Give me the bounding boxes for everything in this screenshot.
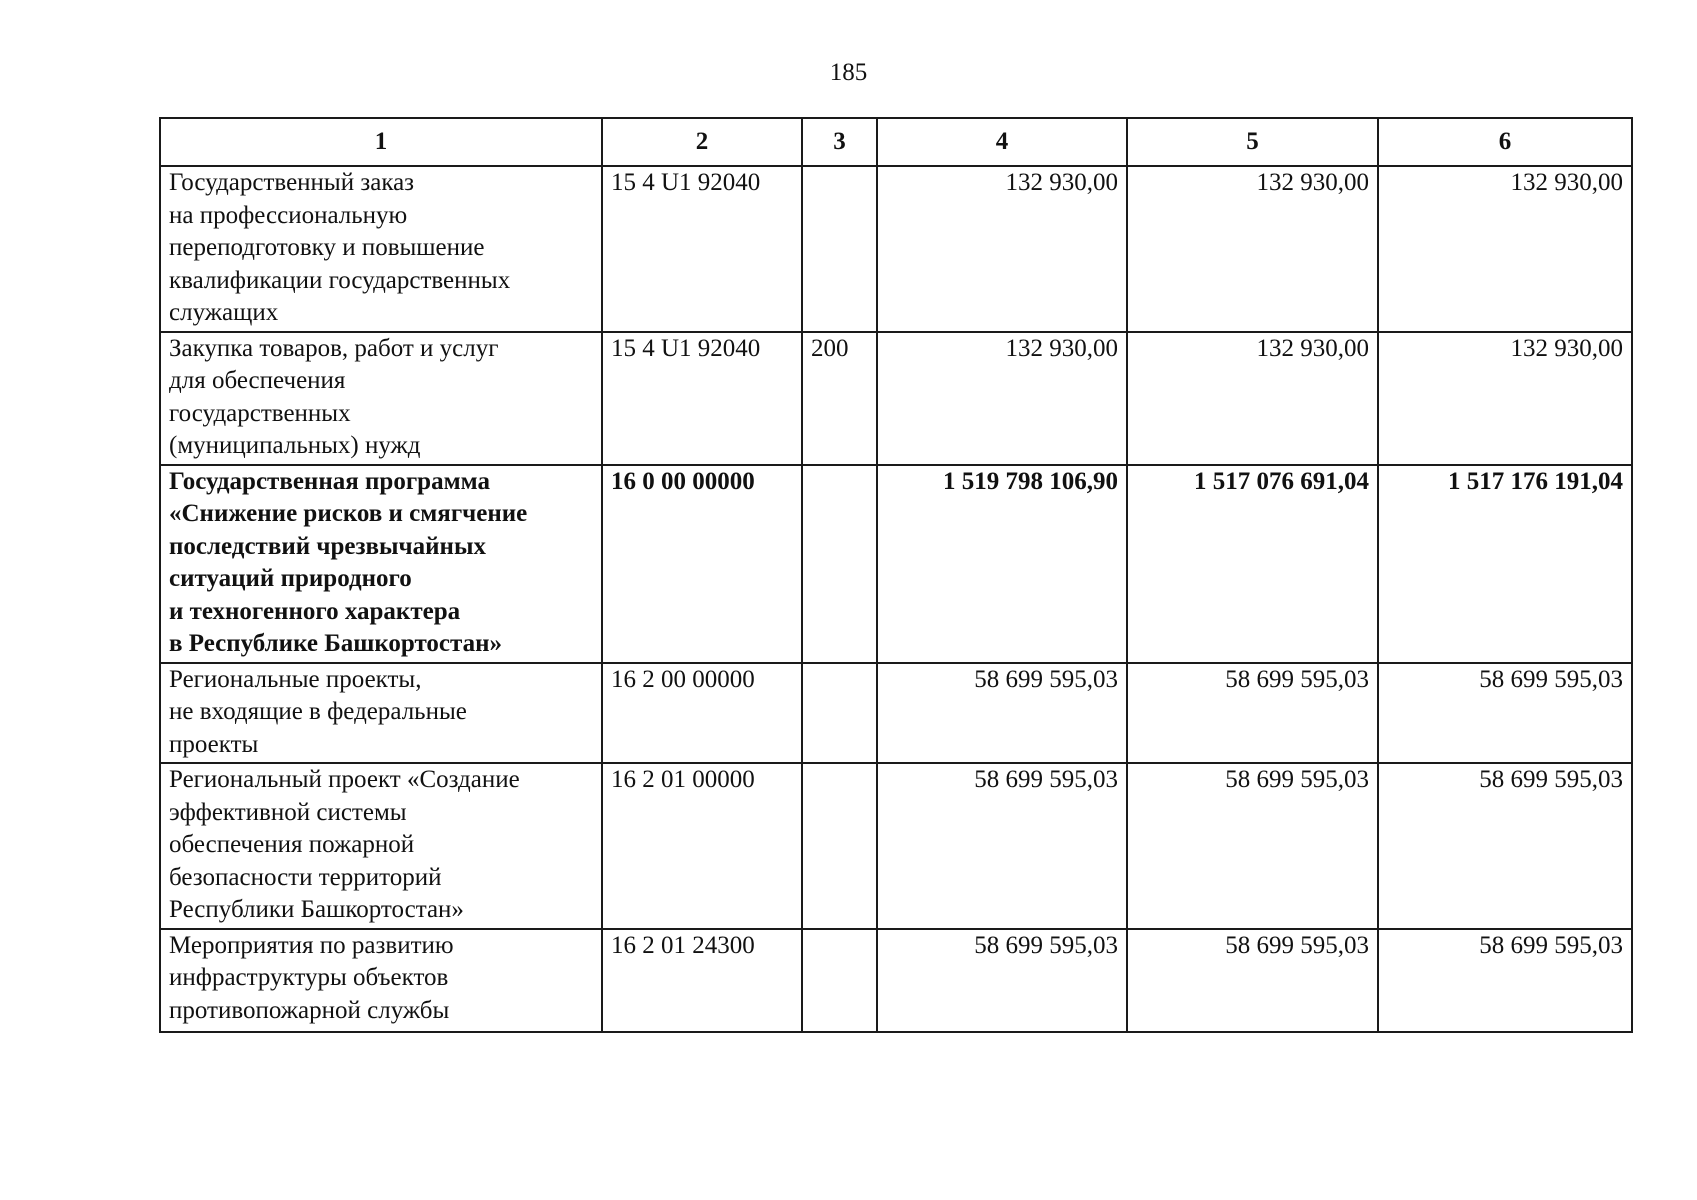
row-amount-col5: 58 699 595,03	[1127, 929, 1378, 1032]
row-amount-col6: 132 930,00	[1378, 166, 1632, 332]
row-name: Государственный заказ на профессиональную переподготовку и повышение квалификации государственных служащих	[169, 169, 511, 326]
column-header-5: 5	[1127, 118, 1378, 166]
row-name: Мероприятия по развитию инфраструктуры объектов противопожарной службы	[169, 931, 454, 1024]
row-amount-col6: 1 517 176 191,04	[1378, 465, 1632, 663]
row-vr-cell	[802, 663, 877, 764]
row-amount-col5: 1 517 076 691,04	[1127, 465, 1378, 663]
column-header-2: 2	[602, 118, 802, 166]
row-amount-col4: 58 699 595,03	[877, 763, 1127, 929]
page-number: 185	[829, 59, 868, 86]
row-amount-col4: 58 699 595,03	[877, 929, 1127, 1032]
row-amount-col5: 58 699 595,03	[1127, 763, 1378, 929]
table-row	[160, 929, 1632, 1032]
column-header-4: 4	[877, 118, 1127, 166]
row-code-cell: 16 0 00 00000	[602, 465, 802, 663]
row-amount-col5: 132 930,00	[1127, 332, 1378, 465]
row-name: Региональный проект «Создание эффективной системы обеспечения пожарной безопасности территорий Республики Башкортостан»	[169, 766, 520, 923]
row-vr-cell	[802, 763, 877, 929]
header-row	[160, 118, 1632, 166]
budget-table	[159, 117, 1633, 1033]
row-amount-col5: 132 930,00	[1127, 166, 1378, 332]
row-amount-col5: 58 699 595,03	[1127, 663, 1378, 764]
row-vr-cell	[802, 166, 877, 332]
row-name-cell	[160, 763, 602, 929]
row-name-cell	[160, 663, 602, 764]
row-amount-col6: 58 699 595,03	[1378, 929, 1632, 1032]
table-header	[160, 118, 1632, 166]
row-code-cell: 15 4 U1 92040	[602, 332, 802, 465]
row-vr-cell	[802, 465, 877, 663]
row-name-cell	[160, 465, 602, 663]
row-name-cell	[160, 166, 602, 332]
row-amount-col6: 132 930,00	[1378, 332, 1632, 465]
row-name: Закупка товаров, работ и услуг для обеспечения государственных (муниципальных) нужд	[169, 334, 499, 459]
table-row	[160, 332, 1632, 465]
row-amount-col4: 58 699 595,03	[877, 663, 1127, 764]
row-amount-col4: 132 930,00	[877, 332, 1127, 465]
table-row	[160, 465, 1632, 663]
row-amount-col6: 58 699 595,03	[1378, 763, 1632, 929]
row-code-cell: 15 4 U1 92040	[602, 166, 802, 332]
table-row	[160, 763, 1632, 929]
row-name-cell	[160, 332, 602, 465]
row-name-cell	[160, 929, 602, 1032]
column-header-3: 3	[802, 118, 877, 166]
row-amount-col4: 132 930,00	[877, 166, 1127, 332]
row-name: Региональные проекты, не входящие в федеральные проекты	[169, 665, 467, 758]
column-header-6: 6	[1378, 118, 1632, 166]
row-code-cell: 16 2 00 00000	[602, 663, 802, 764]
table-row	[160, 166, 1632, 332]
column-header-1: 1	[160, 118, 602, 166]
row-code-cell: 16 2 01 24300	[602, 929, 802, 1032]
row-name: Государственная программа «Снижение рисков и смягчение последствий чрезвычайных ситуаций природного и техногенного характера в Республике Башкортостан»	[169, 467, 528, 657]
table-body	[160, 166, 1632, 1032]
row-amount-col4: 1 519 798 106,90	[877, 465, 1127, 663]
table-row	[160, 663, 1632, 764]
row-vr-cell	[802, 929, 877, 1032]
row-vr-cell: 200	[802, 332, 877, 465]
row-amount-col6: 58 699 595,03	[1378, 663, 1632, 764]
row-code-cell: 16 2 01 00000	[602, 763, 802, 929]
